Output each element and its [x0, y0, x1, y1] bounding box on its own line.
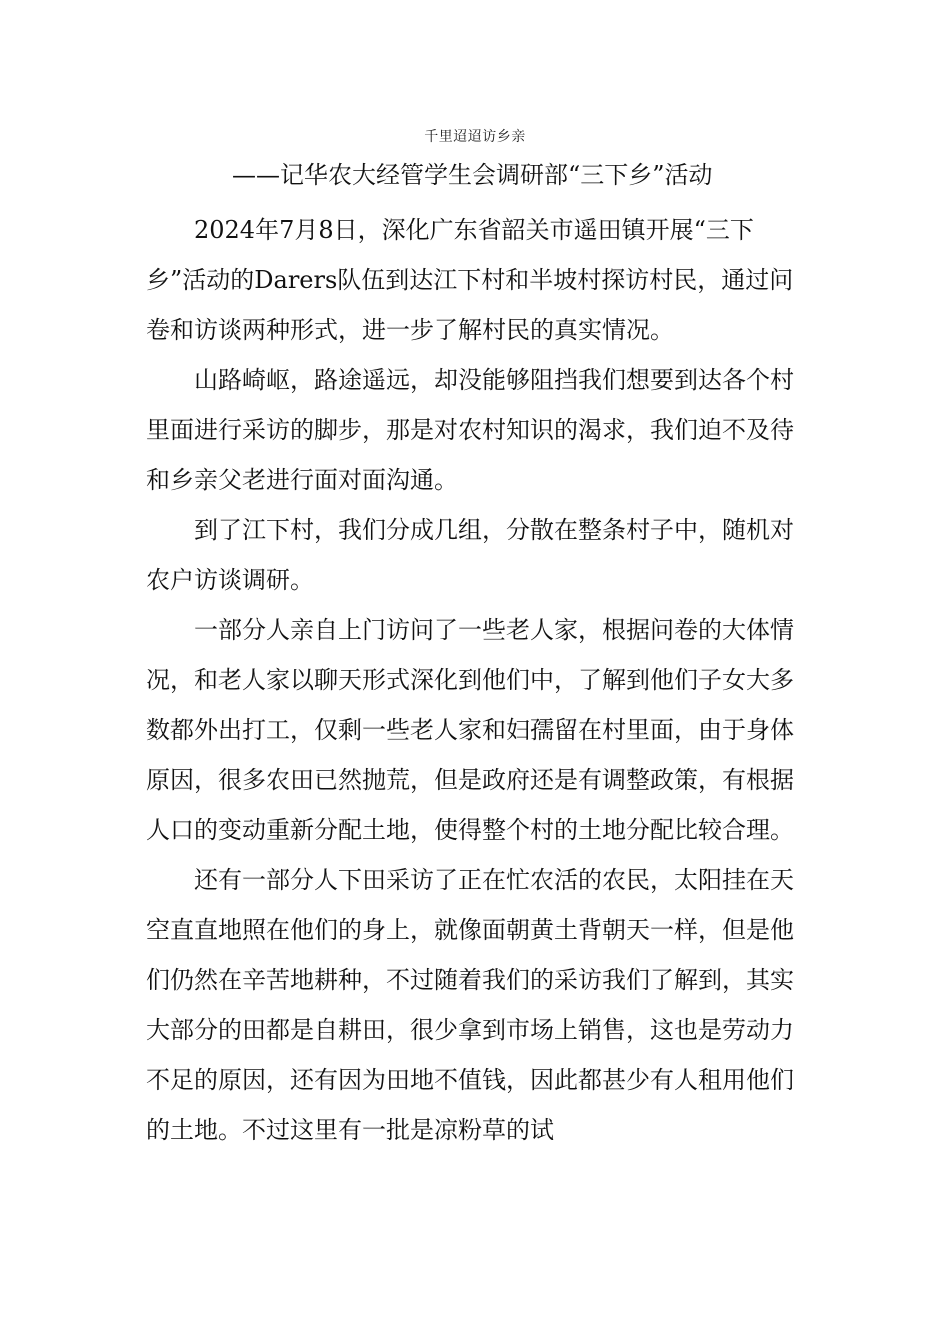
paragraph: 2024年7月8日，深化广东省韶关市遥田镇开展“三下乡”活动的Darers队伍到达江下村和半坡村探访村民，通过问卷和访谈两种形式，进一步了解村民的真实情况。 — [146, 216, 794, 344]
paragraph: 山路崎岖，路途遥远，却没能够阻挡我们想要到达各个村里面进行采访的脚步，那是对农村知识的渴求，我们迫不及待和乡亲父老进行面对面沟通。 — [146, 366, 794, 494]
paragraph: 一部分人亲自上门访问了一些老人家，根据问卷的大体情况，和老人家以聊天形式深化到他们中，了解到他们子女大多数都外出打工，仅剩一些老人家和妇孺留在村里面，由于身体原因，很多农田已然抛荒，但是政府还是有调整政策，有根据人口的变动重新分配土地，使得整个村的土地分配比较合理。 — [146, 616, 794, 844]
document-title: 千里迢迢访乡亲 — [424, 129, 526, 145]
paragraph: 还有一部分人下田采访了正在忙农活的农民，太阳挂在天空直直地照在他们的身上，就像面朝黄土背朝天一样，但是他们仍然在辛苦地耕种，不过随着我们的采访我们了解到，其实大部分的田都是自耕田，很少拿到市场上销售，这也是劳动力不足的原因，还有因为田地不值钱，因此都甚少有人租用他们的土地。不过这里有一批是凉粉草的试 — [146, 866, 794, 1144]
document-subtitle: ——记华农大经管学生会调研部“三下乡”活动 — [232, 161, 713, 189]
document-body — [146, 205, 806, 1155]
paragraph: 到了江下村，我们分成几组，分散在整条村子中，随机对农户访谈调研。 — [146, 516, 794, 594]
